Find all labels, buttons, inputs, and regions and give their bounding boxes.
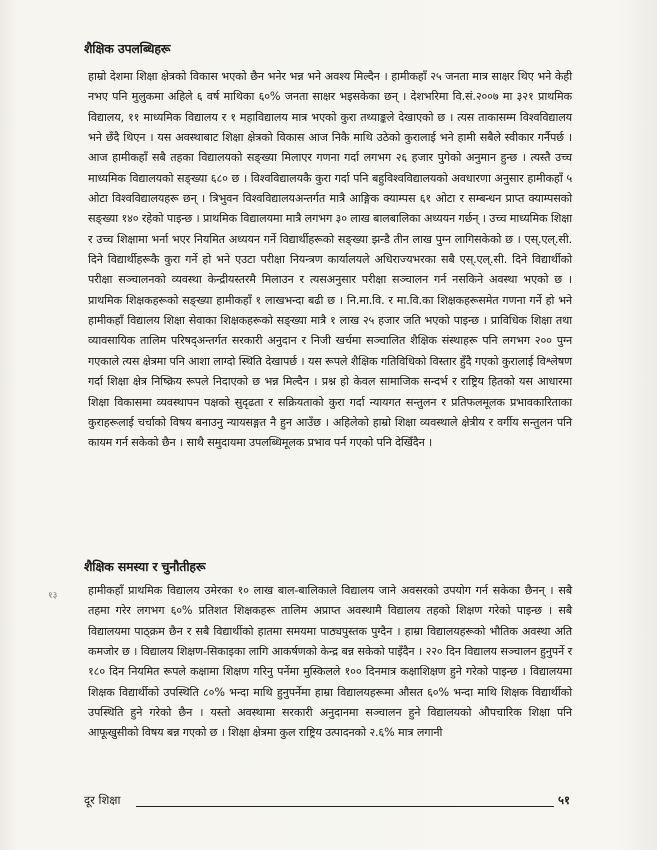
footer-publication-title: दूर शिक्षा	[84, 793, 121, 807]
footer-divider	[136, 806, 554, 807]
section-heading-achievements: शैक्षिक उपलब्धिहरू	[84, 41, 171, 56]
paragraph-problems: हामीकहाँ प्राथमिक विद्यालय उमेरका १० लाख बाल-बालिकाले विद्यालय जाने अवसरको उपयोग गर्न सकेका छैनन् । सबै तहमा गरेर लगभग ६०% प्रतिशत शिक्षकहरू तालिम अप्राप्त अवस्थामै विद्यालय तहको शिक्षण गरेको पाइन्छ । सबै विद्यालयमा पाठ्‌क्रम छैन र सबै विद्यार्थीको हातमा समयमा पाठ्यपुस्तक पुग्दैन । हाम्रा विद्यालयहरूको भौतिक अवस्था अति कमजोर छ । विद्यालय शिक्षण-सिकाइका लागि आकर्षणको केन्द्र बन्न सकेको पाइँदैन । २२० दिन विद्यालय सञ्चालन हुनुपर्ने र १८० दिन नियमित रूपले कक्षामा शिक्षण गरिनु पर्नेमा मुस्किलले १०० दिनमात्र कक्षाशिक्षण हुने गरेको पाइन्छ । विद्यालयमा शिक्षक विद्यार्थीको उपस्थिति ८०% भन्दा माथि हुनुपर्नेमा हाम्रा विद्यालयहरूमा औसत ६०% भन्दा माथि शिक्षक विद्यार्थीको उपस्थिति हुने गरेको छैन । यस्तो अवस्थामा सरकारी अनुदानमा सञ्चालन हुने विद्यालयको औपचारिक शिक्षा पनि आफूखुसीको विषय बन्न गएको छ । शिक्षा क्षेत्रमा कुल राष्ट्रिय उत्पादनको २.६% मात्र लगानी	[88, 584, 572, 740]
margin-mark: १३	[48, 591, 58, 601]
page-number: ५१	[558, 793, 570, 807]
page-footer	[84, 793, 584, 813]
section-heading-problems: शैक्षिक समस्या र चुनौतीहरू	[84, 559, 206, 574]
paragraph-achievements: हाम्रो देशमा शिक्षा क्षेत्रको विकास भएको छैन भनेर भन्न भने अवश्य मिल्दैन । हामीकहाँ २५ जनता मात्र साक्षर थिए भने केही नभए पनि मुलुकमा अहिले ६ वर्ष माथिका ६०% जनता साक्षर भइसकेका छन् । देशभरिमा वि.सं.२००७ मा ३२१ प्राथमिक विद्यालय, ११ माध्यमिक विद्यालय र १ महाविद्यालय मात्र भएको कुरा तथ्याङ्कले देखाएको छ । त्यस ताकासम्म विश्वविद्यालय भने छँदै थिएन । यस अवस्थाबाट शिक्षा क्षेत्रको विकास आज निकै माथि उठेको कुरालाई भने हामी सबैले स्वीकार गर्नैपर्छ । आज हामीकहाँ सबै तहका विद्यालयको सङ्ख्या मिलाएर गणना गर्दा लगभग २६ हजार पुगेको अनुमान हुन्छ । त्यस्तै उच्च माध्यमिक विद्यालयको सङ्ख्या ६८० छ । विश्वविद्यालयकै कुरा गर्दा पनि बहुविश्वविद्यालयको अवधारणा अनुसार हामीकहाँ ५ ओटा विश्वविद्यालयहरू छन् । त्रिभुवन विश्वविद्यालयअन्तर्गत मात्रै आङ्गिक क्याम्पस ६१ ओटा र सम्बन्धन प्राप्त क्याम्पसको सङ्ख्या १४० रहेको पाइन्छ । प्राथमिक विद्यालयमा मात्रै लगभग ३० लाख बालबालिका अध्ययन गर्छन् । उच्च माध्यमिक शिक्षा र उच्च शिक्षामा भर्ना भएर नियमित अध्ययन गर्ने विद्यार्थीहरूको सङ्ख्या झन्डै तीन लाख पुग्न लागिसकेको छ । एस्.एल्.सी. दिने विद्यार्थीहरूकै कुरा गर्ने हो भने एउटा परीक्षा नियन्त्रण कार्यालयले अधिराज्यभरका सबै एस्.एल्.सी. दिने विद्यार्थीको परीक्षा सञ्चालनको व्यवस्था केन्द्रीयस्तरमै मिलाउन र त्यसअनुसार परीक्षा सञ्चालन गर्न नसकिने अवस्था भएको छ । प्राथमिक शिक्षकहरूको सङ्ख्या हामीकहाँ १ लाखभन्दा बढी छ । नि.मा.वि. र मा.वि.का शिक्षकहरूसमेत गणना गर्ने हो भने हामीकहाँ विद्यालय शिक्षा सेवाका शिक्षकहरूको सङ्ख्या मात्रै १ लाख २५ हजार जति भएको पाइन्छ । प्राविधिक शिक्षा तथा व्यावसायिक तालिम परिषद्अन्तर्गत सरकारी अनुदान र निजी खर्चमा सञ्चालित शैक्षिक संस्थाहरू पनि लगभग २०० पुग्न गएकाले त्यस क्षेत्रमा पनि आशा लाग्दो स्थिति देखापर्छ । यस रूपले शैक्षिक गतिविधिको विस्तार हुँदै गएको कुरालाई विश्लेषण गर्दा शिक्षा क्षेत्र निष्क्रिय रूपले निदाएको छ भन्न मिल्दैन । प्रश्न हो केवल सामाजिक सन्दर्भ र राष्ट्रिय हितको यस आधारमा शिक्षा विकासमा व्यवस्थापन पक्षको सुदृढता र सक्रियताको कुरा गर्दा न्यायगत सन्तुलन र प्रतिफलमूलक प्रभावकारिताका कुराहरूलाई चर्चाको विषय बनाउनु न्यायसङ्गत नै हुन आउँछ । अहिलेको हाम्रो शिक्षा व्यवस्थाले क्षेत्रीय र वर्गीय सन्तुलन पनि कायम गर्न सकेको छैन । साथै समुदायमा उपलब्धिमूलक प्रभाव पर्न गएको पनि देखिँदैन ।	[88, 70, 572, 450]
